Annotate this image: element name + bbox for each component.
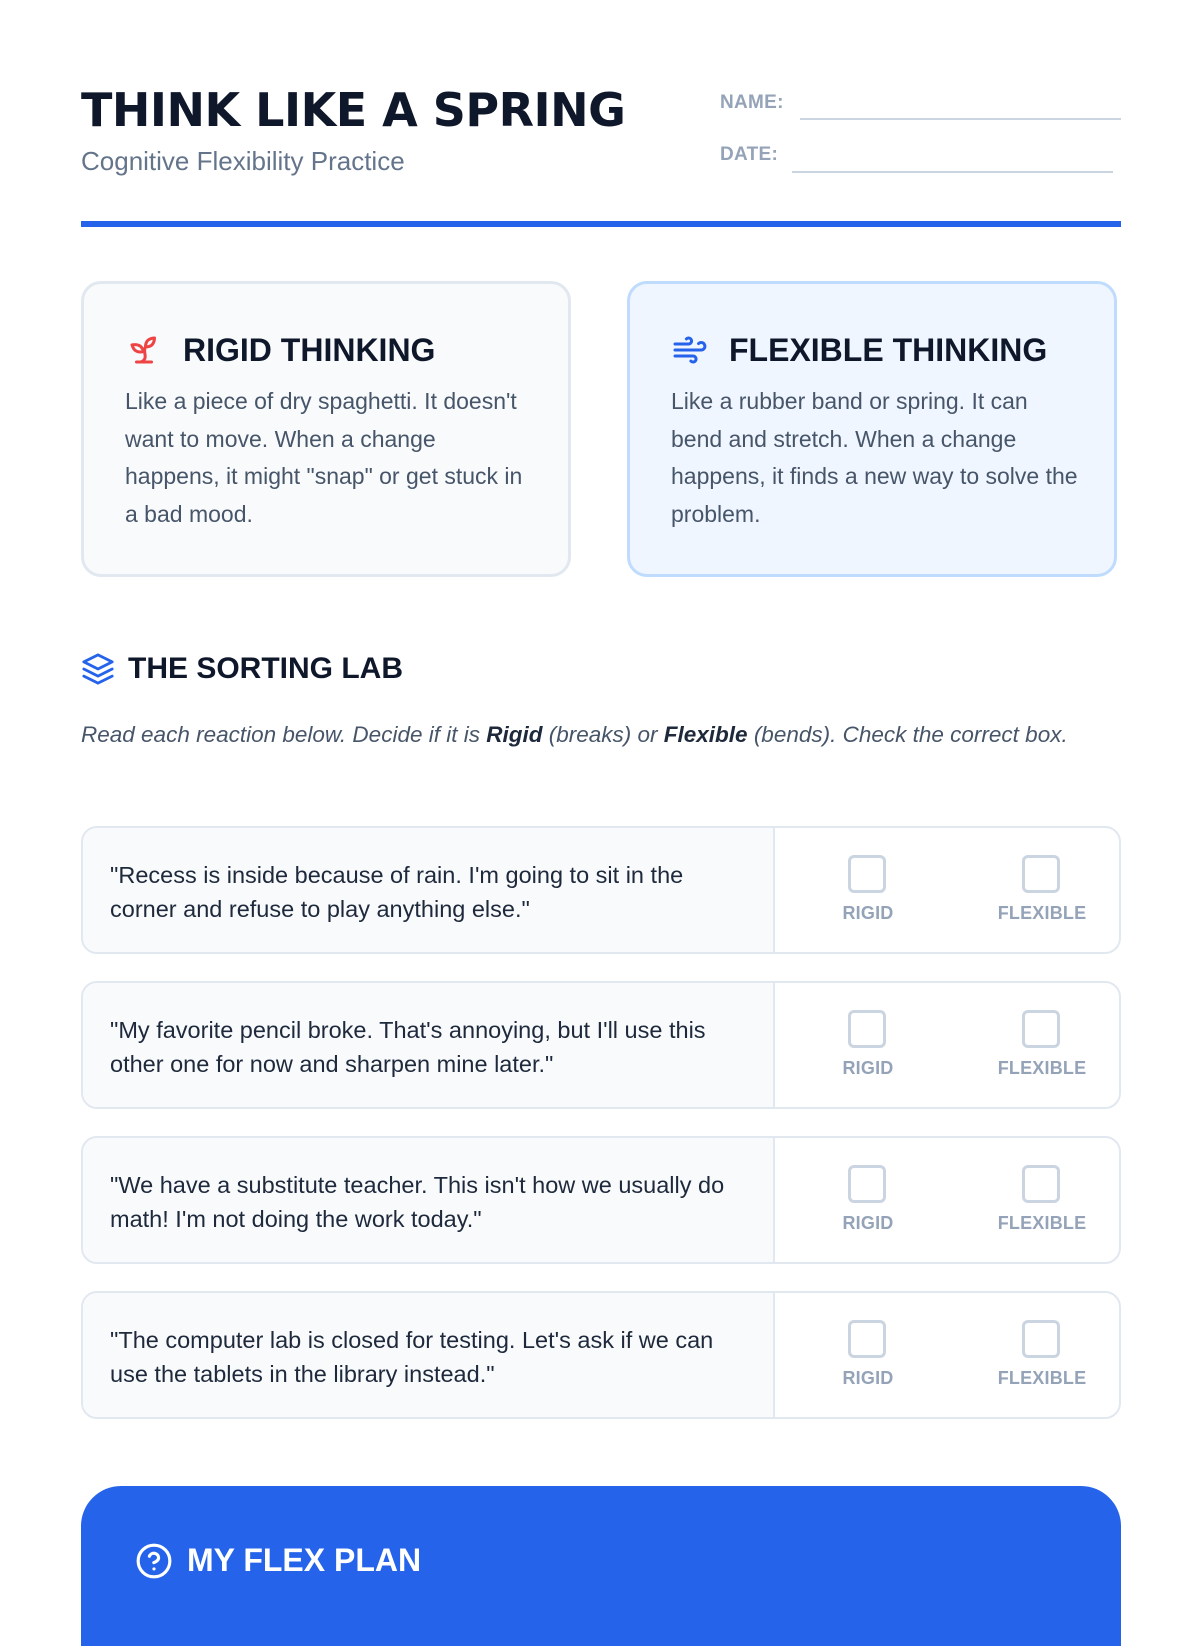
sorting-item (81, 826, 1121, 954)
flexible-checkbox[interactable] (1022, 1165, 1060, 1203)
instructions-rigid-word: Rigid (486, 722, 543, 747)
rigid-option-label: RIGID (842, 1368, 894, 1388)
header-divider (81, 221, 1121, 227)
page-subtitle: Cognitive Flexibility Practice (81, 146, 405, 176)
flexible-option-label: FLEXIBLE (997, 903, 1087, 923)
rigid-option (793, 983, 943, 1107)
wind-icon (672, 332, 708, 368)
reaction-text: "We have a substitute teacher. This isn't how we usually do math! I'm not doing the work today." (83, 1138, 775, 1262)
flexible-option-label: FLEXIBLE (997, 1368, 1087, 1388)
question-circle-icon (135, 1542, 173, 1580)
sprout-icon (126, 332, 162, 368)
rigid-option-label: RIGID (842, 1213, 894, 1233)
sorting-item (81, 981, 1121, 1109)
rigid-option (793, 1138, 943, 1262)
instructions-text: Read each reaction below. Decide if it is (81, 722, 487, 747)
reaction-text: "Recess is inside because of rain. I'm going to sit in the corner and refuse to play anything else." (83, 828, 775, 952)
sorting-lab-instructions (81, 718, 1121, 751)
name-field[interactable] (800, 118, 1121, 120)
flexible-option (967, 1138, 1117, 1262)
sorting-item (81, 1136, 1121, 1264)
rigid-card-title: RIGID THINKING (183, 332, 436, 368)
flexible-option (967, 828, 1117, 952)
rigid-option (793, 828, 943, 952)
reaction-text: "The computer lab is closed for testing. Let's ask if we can use the tablets in the library instead." (83, 1293, 775, 1417)
worksheet-header (81, 0, 1121, 230)
rigid-card-description: Like a piece of dry spaghetti. It doesn't want to move. When a change happens, it might "snap" or get stuck in a bad mood. (125, 388, 523, 527)
rigid-thinking-card (81, 281, 571, 577)
flexible-option (967, 1293, 1117, 1417)
date-field-group (720, 140, 1121, 170)
name-label: NAME: (720, 92, 784, 113)
flexible-card-description: Like a rubber band or spring. It can bend and stretch. When a change happens, it finds a new way to solve the problem. (671, 388, 1078, 527)
rigid-checkbox[interactable] (848, 855, 886, 893)
flexible-option-label: FLEXIBLE (997, 1213, 1087, 1233)
rigid-option-label: RIGID (842, 1058, 894, 1078)
flexible-checkbox[interactable] (1022, 1320, 1060, 1358)
reaction-text: "My favorite pencil broke. That's annoying, but I'll use this other one for now and sharpen mine later." (83, 983, 775, 1107)
rigid-checkbox[interactable] (848, 1165, 886, 1203)
instructions-text: (bends). Check the correct box. (747, 722, 1068, 747)
flex-plan-title: MY FLEX PLAN (187, 1542, 422, 1578)
name-field-group (720, 88, 1121, 118)
flexible-card-title: FLEXIBLE THINKING (729, 332, 1048, 368)
flexible-thinking-card (627, 281, 1117, 577)
layers-icon (81, 652, 115, 686)
sorting-item (81, 1291, 1121, 1419)
rigid-checkbox[interactable] (848, 1010, 886, 1048)
instructions-flexible-word: Flexible (663, 722, 748, 747)
date-label: DATE: (720, 144, 779, 165)
page-title: THINK LIKE A SPRING (81, 83, 626, 137)
rigid-checkbox[interactable] (848, 1320, 886, 1358)
date-field[interactable] (792, 171, 1113, 173)
rigid-option-label: RIGID (842, 903, 894, 923)
rigid-option (793, 1293, 943, 1417)
flexible-option (967, 983, 1117, 1107)
flexible-checkbox[interactable] (1022, 1010, 1060, 1048)
flexible-checkbox[interactable] (1022, 855, 1060, 893)
flex-plan-section (81, 1486, 1121, 1646)
sorting-lab-title: THE SORTING LAB (128, 652, 403, 685)
instructions-text: (breaks) or (542, 722, 664, 747)
flexible-option-label: FLEXIBLE (997, 1058, 1087, 1078)
